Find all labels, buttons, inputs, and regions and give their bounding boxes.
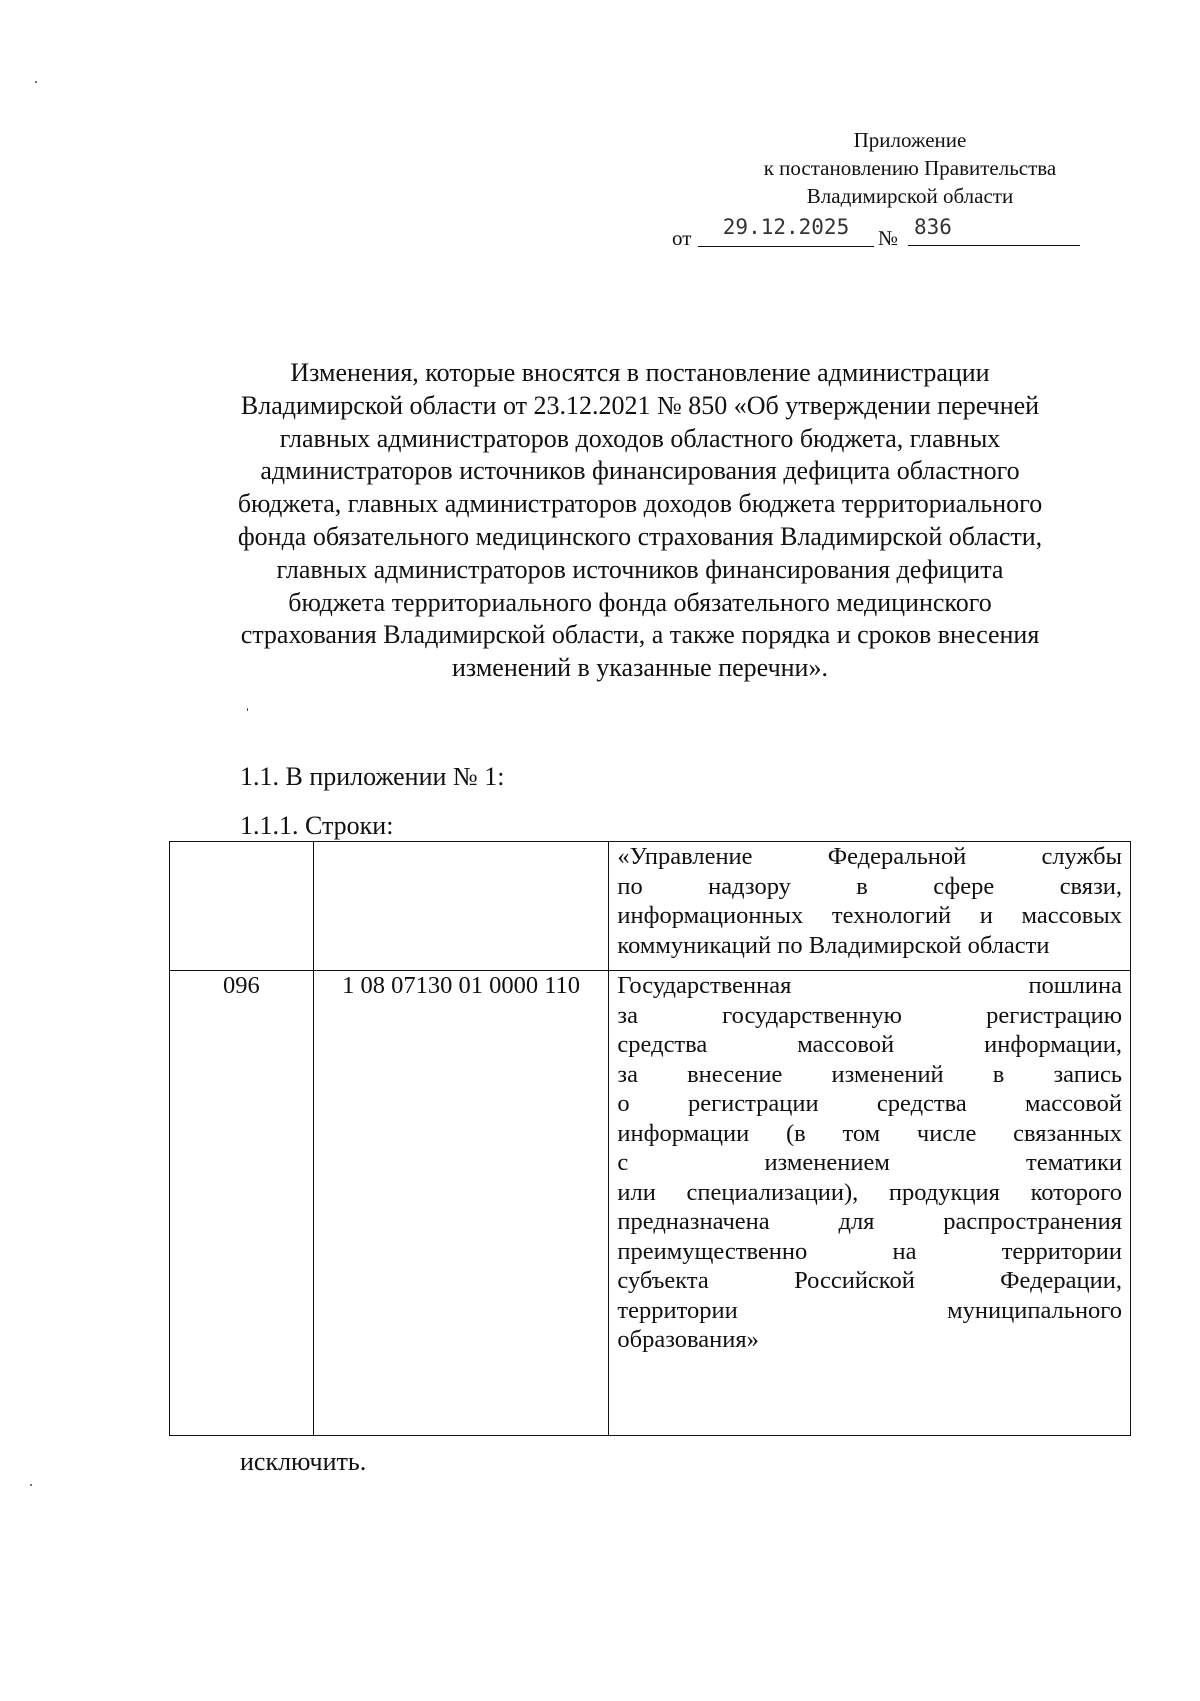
description-line: информации (в том числе связанных [617, 1119, 1122, 1147]
title-line: главных администраторов доходов областного бюджета, главных [279, 423, 1001, 453]
title-line: фонда обязательного медицинского страхования Владимирской области, [237, 521, 1043, 551]
title-line: бюджета территориального фонда обязательного медицинского [288, 587, 992, 617]
kbk-code-cell [313, 842, 609, 971]
description-cell [609, 842, 1131, 971]
kbk-code-cell: 1 08 07130 01 0000 110 [313, 971, 609, 1436]
title-line: бюджета, главных администраторов доходов бюджета территориального [237, 489, 1043, 519]
description-line: или специализации), продукция которого [617, 1178, 1122, 1206]
closing-instruction: исключить. [240, 1447, 367, 1476]
table-row [170, 971, 1131, 1436]
admin-code-cell: 096 [170, 971, 314, 1436]
title-line: администраторов источников финансирования дефицита областного [260, 456, 1020, 486]
description-line: с изменением тематики [617, 1149, 1122, 1176]
description-line: коммуникаций по Владимирской области [617, 931, 1050, 959]
excluded-rows-table [169, 841, 1131, 1436]
number-label: № [878, 226, 899, 250]
description-line: «Управление Федеральной службы [617, 843, 1122, 870]
admin-code-cell [170, 842, 314, 971]
title-line: Изменения, которые вносятся в постановление администрации [290, 358, 990, 387]
section-1-1: 1.1. В приложении № 1: [240, 762, 505, 791]
description-line: средства массовой информации, [617, 1031, 1122, 1058]
appendix-region: Владимирской области [806, 184, 1014, 208]
section-1-1-1: 1.1.1. Строки: [240, 811, 394, 840]
title-line: изменений в указанные перечни». [452, 653, 828, 683]
title-line: страхования Владимирской области, а также порядка и сроков внесения [240, 620, 1040, 650]
table-row [170, 842, 1131, 971]
title-line: Владимирской области от 23.12.2021 № 850 «Об утверждении перечней [240, 390, 1040, 420]
scan-speck [30, 1484, 32, 1486]
description-line: Государственная пошлина [617, 972, 1122, 999]
decree-number: 836 [908, 212, 1080, 246]
description-line: о регистрации средства массовой [617, 1090, 1122, 1117]
title-line: главных администраторов источников финансирования дефицита [276, 554, 1004, 584]
description-line: за внесение изменений в запись [617, 1060, 1122, 1088]
description-line: субъекта Российской Федерации, [617, 1267, 1122, 1294]
decree-date: 29.12.2025 [698, 212, 874, 247]
description-line: по надзору в сфере связи, [617, 872, 1122, 900]
date-from-label: от [672, 226, 692, 250]
scan-speck [35, 81, 37, 83]
description-line: за государственную регистрацию [617, 1001, 1122, 1029]
appendix-title: Приложение [853, 128, 967, 152]
description-line: территории муниципального [617, 1296, 1122, 1324]
description-line: преимущественно на территории [617, 1237, 1122, 1265]
appendix-reference: к постановлению Правительства [763, 156, 1057, 180]
description-line: информационных технологий и массовых [617, 902, 1122, 929]
description-line: образования» [617, 1326, 759, 1353]
appendix-header [700, 126, 1120, 210]
scan-speck [247, 708, 248, 711]
description-line: предназначена для распространения [617, 1208, 1122, 1235]
document-title [160, 357, 1120, 685]
description-cell [609, 971, 1131, 1436]
appendix-date-number [672, 212, 1092, 252]
